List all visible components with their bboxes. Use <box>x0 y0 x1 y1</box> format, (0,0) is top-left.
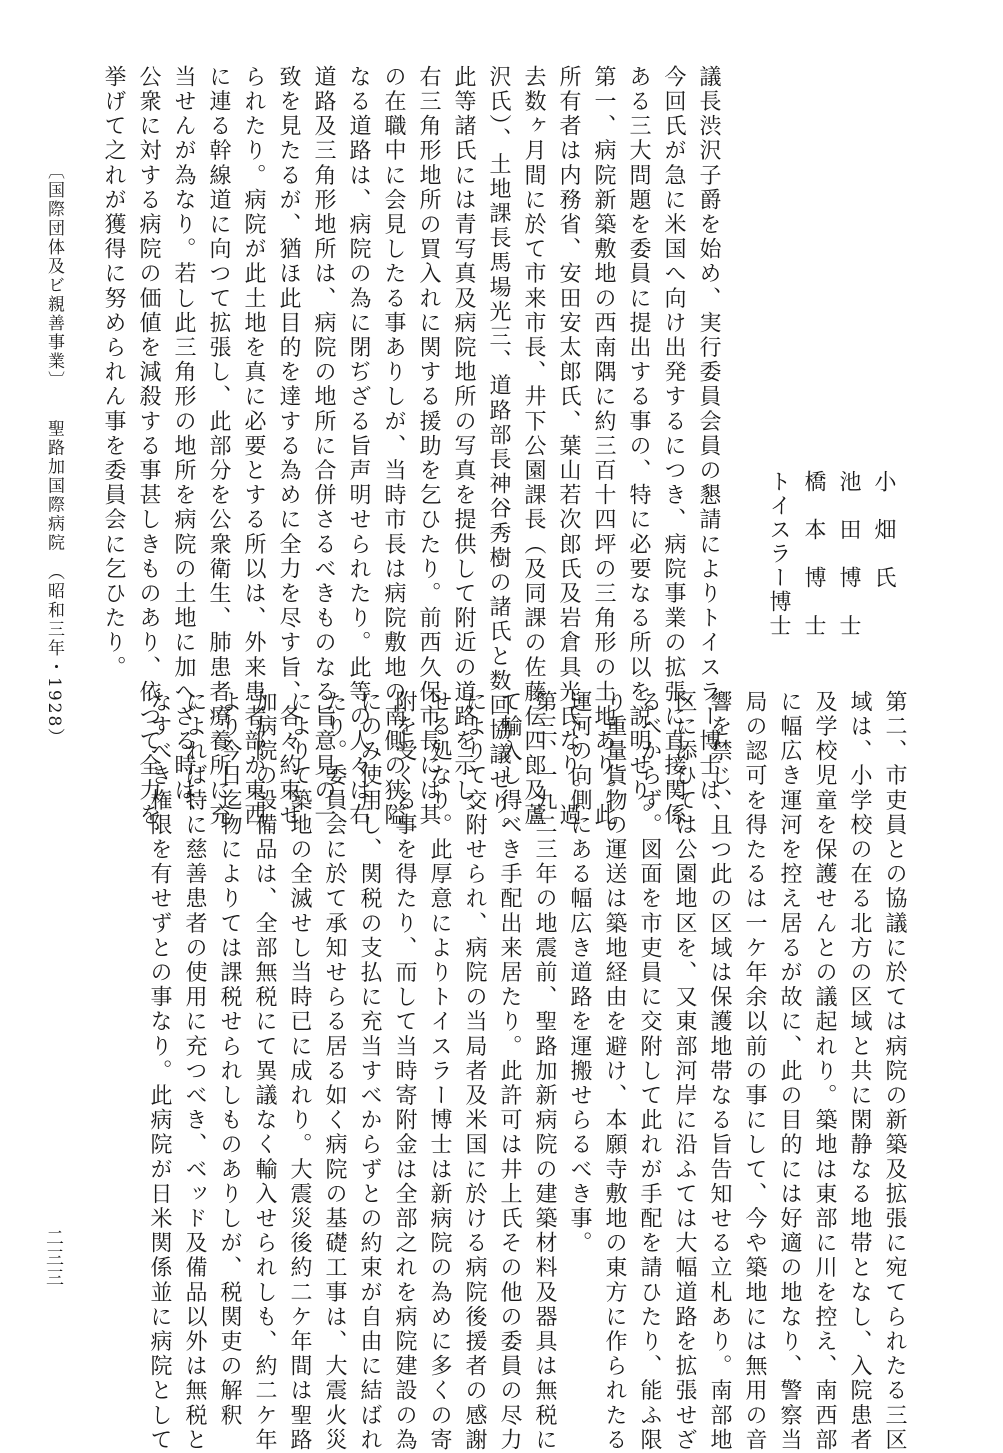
lower-text-line: て輸入し得べき手配出来居たり。此許可は井上氏その他の委員の尽力 <box>497 690 522 1453</box>
upper-text-line: 此等諸氏には青写真及病院地所の写真を提供して附近の道路を示し、 <box>451 65 476 828</box>
upper-text-line: られたり。病院が此土地を真に必要とする所以は、外来患者部が東西 <box>241 65 266 828</box>
lower-text-line: せる処なり。此厚意によりトイスラー博士は新病院の為めに多くの寄 <box>427 690 452 1453</box>
name-ikeda: 池 田 博 士 <box>836 470 861 638</box>
upper-text-line: 致を見たるが、猶ほ此目的を達する為めに全力を尽す旨、各々約束せ <box>276 65 301 828</box>
upper-text-line: 公衆に対する病院の価値を減殺する事甚しきものあり、依つて全力を <box>136 65 161 828</box>
lower-text-line: り重量貨物の運送は築地経由を避け、本願寺敷地の東方に作られたる <box>602 690 627 1453</box>
source-line: 〔国際団体及ビ親善事業〕 聖路加国際病院 （昭和三年・1928） <box>44 162 64 748</box>
upper-text-line: 挙げて之れが獲得に努められん事を委員会に乞ひたり。 <box>101 65 126 680</box>
lower-text-line: 運河の向側にある幅広き道路を運搬せらるべき事。 <box>567 690 592 1256</box>
lower-text-line: 加病院の設備品は、全部無税にて異議なく輸入せられしも、約二ケ年 <box>252 690 277 1453</box>
lower-text-line: たり。委員会に於て承知せらる居る如く病院の基礎工事は、大震火災 <box>322 690 347 1453</box>
lower-text-line: に幅広き運河を控え居るが故に、此の目的には好適の地なり、警察当 <box>777 690 802 1453</box>
name-teusler: トイスラー博士 <box>766 470 791 638</box>
lower-text-line: 響を禁じ、且つ此の区域は保護地帯なる旨告知せる立札あり。南部地 <box>707 690 732 1453</box>
lower-text-line: 域は、小学校の在る北方の区域と共に閑静なる地帯となし、入院患者 <box>847 690 872 1453</box>
lower-text-line: 区に添ひては公園地区を、又東部河岸に沿ふては大幅道路を拡張せざ <box>672 690 697 1453</box>
upper-text-line: 道路及三角形地所は、病院の地所に合併さるべきものなる旨意見の一 <box>311 65 336 828</box>
upper-text-line: 所有者は内務省、安田安太郎氏、葉山若次郎氏及岩倉具光氏なり。過 <box>556 65 581 828</box>
lower-text-line: によりて築地の全滅せし当時已に成れり。大震災後約二ケ年間は聖路 <box>287 690 312 1453</box>
upper-text-line: 今回氏が急に米国へ向け出発するにつき、病院事業の拡張に直接関係 <box>661 65 686 828</box>
lower-text-line: 附を受くる事を得たり、而して当時寄附金は全部之れを病院建設の為 <box>392 690 417 1453</box>
upper-text-line: 右三角形地所の買入れに関する援助を乞ひたり。前西久保市長には其 <box>416 65 441 828</box>
upper-text-line: に連る幹線道に向つて拡張し、此部分を公衆衛生、肺患者療養所に充 <box>206 65 231 828</box>
lower-text-line: より今日迄物によりては課税せられしものありしが、税関吏の解釈 <box>217 690 242 1428</box>
upper-text-line: なる道路は、病院の為に閉ぢざる旨声明せられたり。此等の人々は右 <box>346 65 371 828</box>
lower-text-line: 第三、一九二三年の地震前、聖路加新病院の建築材料及器具は無税に <box>532 690 557 1453</box>
upper-text-line: ある三大問題を委員に提出する事の、特に必要なる所以を説明せり。 <box>626 65 651 828</box>
lower-text-line: 第二、市吏員との協議に於ては病院の新築及拡張に宛てられたる三区 <box>882 690 907 1453</box>
name-hashimoto: 橋 本 博 士 <box>801 470 826 638</box>
name-obata: 小 畑 氏 <box>871 470 896 590</box>
lower-text-line: にのみ使用し、関税の支払に充当すべからずとの約束が自由に結ばれ <box>357 690 382 1453</box>
lower-text-line: 局の認可を得たるは一ケ年余以前の事にして、今や築地には無用の音 <box>742 690 767 1453</box>
lower-text-line: によれば特に慈善患者の使用に充つべき、ベッド及備品以外は無税と <box>182 690 207 1453</box>
upper-text-line: 第一、病院新築敷地の西南隅に約三百十四坪の三角形の土地あり。此 <box>591 65 616 828</box>
upper-text-line: 議長渋沢子爵を始め、実行委員会員の懇請によりトイスラー博士は、 <box>696 65 721 828</box>
lower-text-line: によりて交附せられ、病院の当局者及米国に於ける病院後援者の感謝 <box>462 690 487 1453</box>
lower-text-line: るべからず。図面を市吏員に交附して此れが手配を請ひたり、能ふ限 <box>637 690 662 1453</box>
upper-text-line: 当せんが為なり。若し此三角形の地所を病院の土地に加へざる時は、 <box>171 65 196 828</box>
lower-text-line: 及学校児童を保護せんとの議起れり。築地は東部に川を控え、南西部 <box>812 690 837 1453</box>
upper-text-line: 沢氏）、土地課長馬場光三、道路部長神谷秀樹の諸氏と数回協議せり。 <box>486 65 511 842</box>
lower-text-line: なすべき権限を有せずとの事なり。此病院が日米関係並に病院として <box>147 690 172 1453</box>
upper-text-line: の在職中に会見したる事ありしが、当時市長は病院敷地の南側の狭隘 <box>381 65 406 828</box>
page-number: 二三三 <box>43 1228 64 1288</box>
upper-text-line: 去数ヶ月間に於て市来市長、井下公園課長（及同課の佐藤伝四郎及蘆 <box>521 65 546 828</box>
